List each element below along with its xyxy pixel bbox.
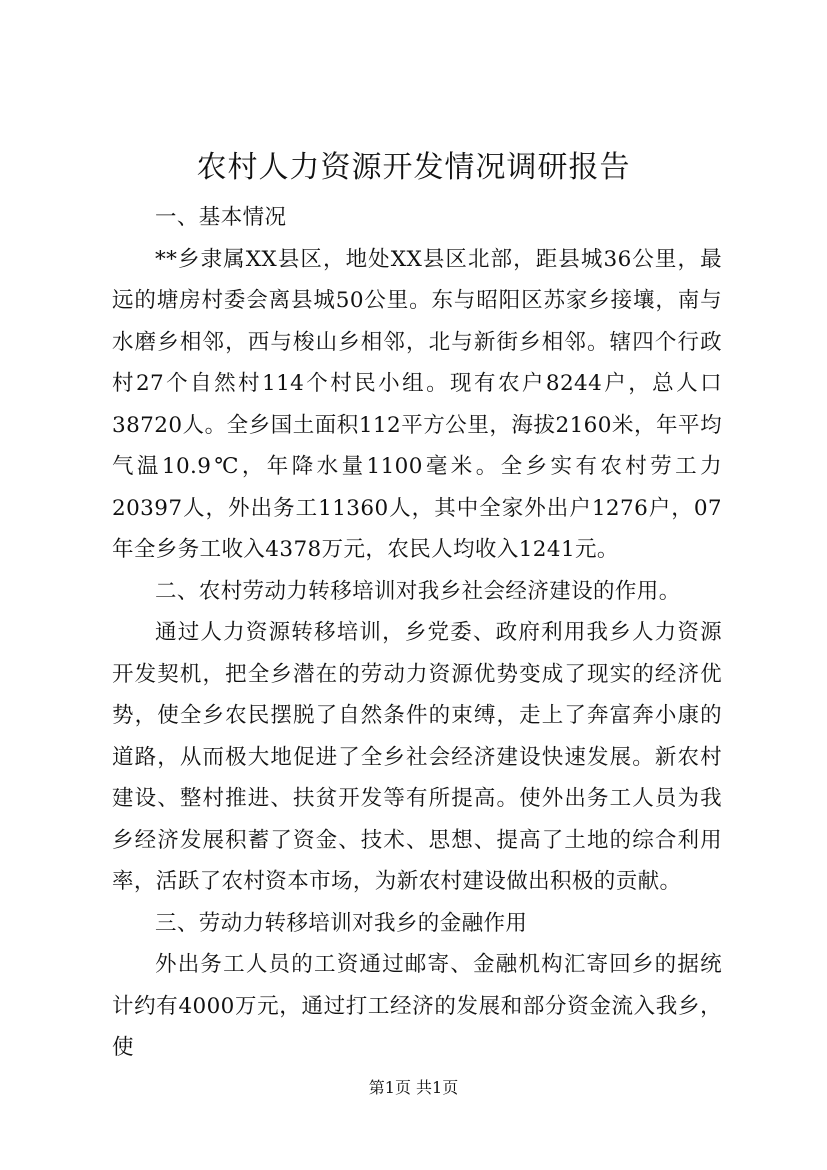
section-heading-2: 二、农村劳动力转移培训对我乡社会经济建设的作用。 xyxy=(155,578,681,604)
document-title: 农村人力资源开发情况调研报告 xyxy=(196,150,631,185)
section-3-paragraph-1: 外出务工人员的工资通过邮寄、金融机构汇寄回乡的据统计约有4000万元，通过打工经济的发展和部分资金流入我乡，使 xyxy=(112,952,722,1060)
section-heading-1: 一、基本情况 xyxy=(155,205,287,230)
document-body xyxy=(112,197,722,1069)
section-heading-3: 三、劳动力转移培训对我乡的金融作用 xyxy=(155,910,528,936)
page-footer xyxy=(0,1076,827,1100)
section-2-paragraph-1: 通过人力资源转移培训，乡党委、政府利用我乡人力资源开发契机，把全乡潜在的劳动力资源优势变成了现实的经济优势，使全乡农民摆脱了自然条件的束缚，走上了奔富奔小康的道路，从而极大地促进了全乡社会经济建设快速发展。新农村建设、整村推进、扶贫开发等有所提高。使外出务工人员为我乡经济发展积蓄了资金、技术、思想、提高了土地的综合利用率，活跃了农村资本市场，为新农村建设做出积极的贡献。 xyxy=(112,620,722,894)
section-1-paragraph-1: **乡隶属XX县区，地处XX县区北部，距县城36公里，最远的塘房村委会离县城50公里。东与昭阳区苏家乡接壤，南与水磨乡相邻，西与梭山乡相邻，北与新街乡相邻。辖四个行政村27个自然村114个村民小组。现有农户8244户，总人口38720人。全乡国土面积112平方公里，海拔2160米，年平均气温10.9℃，年降水量1100毫米。全乡实有农村劳工力20397人，外出务工11360人，其中全家外出户1276户，07年全乡务工收入4378万元，农民人均收入1241元。 xyxy=(112,246,722,562)
page-number-label: 第1页 共1页 xyxy=(368,1078,459,1097)
